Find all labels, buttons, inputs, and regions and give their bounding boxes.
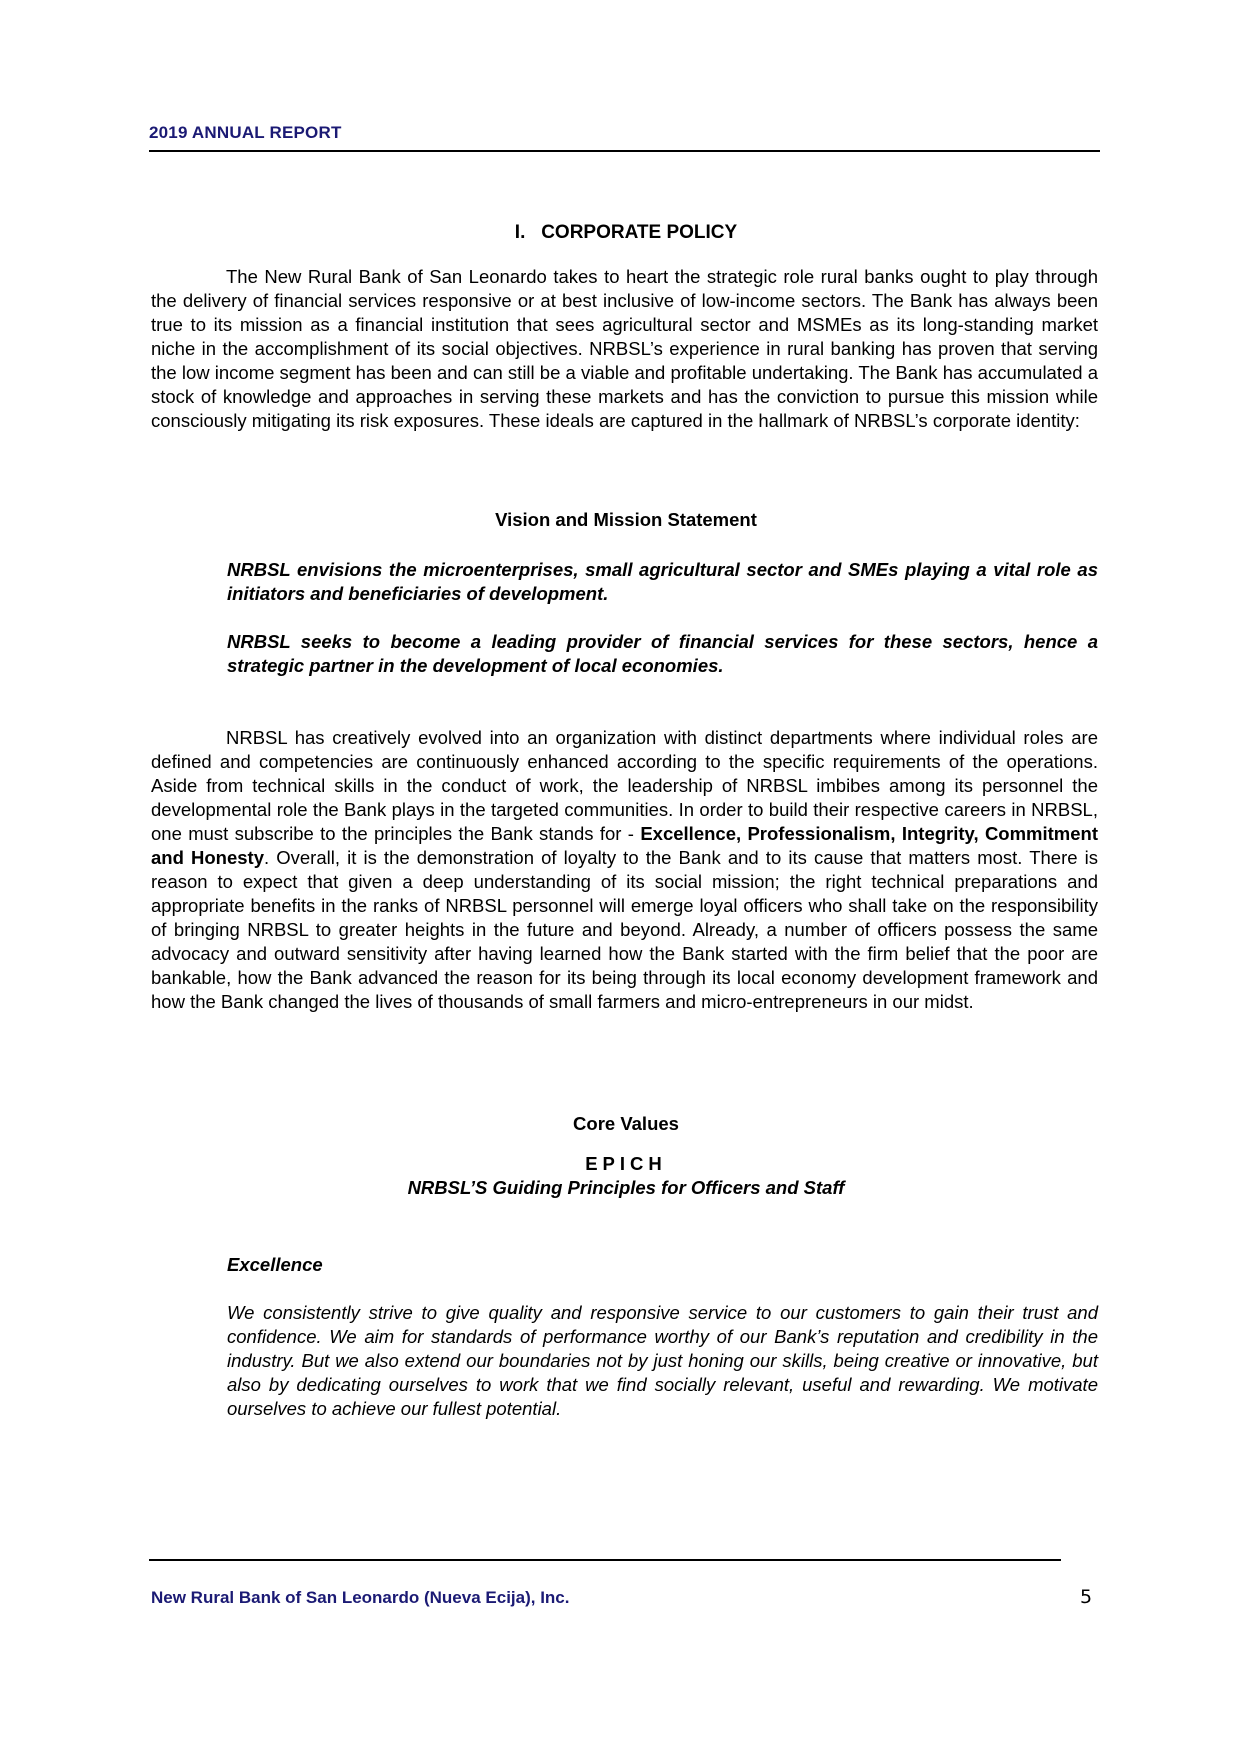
core-values-heading: Core Values [573, 1113, 679, 1134]
mission-statement: NRBSL seeks to become a leading provider of financial services for these sectors, hence a strategic partner in the development of local economies. [227, 631, 1098, 676]
core-values-acronym: EPICH [585, 1153, 667, 1174]
header-divider [149, 150, 1100, 152]
organization-paragraph [151, 726, 1098, 1014]
intro-paragraph [151, 265, 1098, 433]
vision-mission-heading: Vision and Mission Statement [495, 509, 757, 530]
organization-text-before: NRBSL has creatively evolved into an organization with distinct departments where individual roles are defined and competencies are continuously enhanced according to the specific requirements of the operations. Aside from technical skills in the conduct of work, the leadership of NRBSL imbibes among its personnel the developmental role the Bank plays in the targeted communities. In order to build their respective careers in NRBSL, one must subscribe to the principles the Bank stands for - [151, 727, 1098, 844]
footer-company-name: New Rural Bank of San Leonardo (Nueva Ecija), Inc. [151, 1588, 570, 1607]
page-number: 5 [1080, 1586, 1093, 1608]
core-value-title: Excellence [227, 1254, 323, 1275]
footer-divider [149, 1559, 1061, 1561]
core-value-text: We consistently strive to give quality and responsive service to our customers to gain their trust and confidence. We aim for standards of performance worthy of our Bank’s reputation and credibility in the industry. But we also extend our boundaries not by just honing our skills, being creative or innovative, but also by dedicating ourselves to work that we find socially relevant, useful and rewarding. We motivate ourselves to achieve our fullest potential. [227, 1302, 1098, 1419]
organization-text-after: . Overall, it is the demonstration of loyalty to the Bank and to its cause that matters most. There is reason to expect that given a deep understanding of its social mission; the right technical preparations and appropriate benefits in the ranks of NRBSL personnel will emerge loyal officers who shall take on the responsibility of bringing NRBSL to greater heights in the future and beyond. Already, a number of officers possess the same advocacy and outward sensitivity after having learned how the Bank started with the firm belief that the poor are bankable, how the Bank advanced the reason for its being through its local economy development framework and how the Bank changed the lives of thousands of small farmers and micro-entrepreneurs in our midst. [151, 847, 1098, 1012]
section-title: I. CORPORATE POLICY [514, 222, 738, 243]
core-values-subtitle: NRBSL’S Guiding Principles for Officers and Staff [407, 1177, 845, 1198]
organization-principles: Excellence, Professionalism, Integrity, Commitment and Honesty [151, 823, 1099, 868]
intro-text: The New Rural Bank of San Leonardo takes to heart the strategic role rural banks ought to play through the delivery of financial services responsive or at best inclusive of low-income sectors. The Bank has always been true to its mission as a financial institution that sees agricultural sector and MSMEs as its long-standing market niche in the accomplishment of its social objectives. NRBSL’s experience in rural banking has proven that serving the low income segment has been and can still be a viable and profitable undertaking. The Bank has accumulated a stock of knowledge and approaches in serving these markets and has the conviction to pursue this mission while consciously mitigating its risk exposures. These ideals are captured in the hallmark of NRBSL’s corporate identity: [151, 266, 1098, 431]
vision-statement: NRBSL envisions the microenterprises, small agricultural sector and SMEs playing a vital role as initiators and beneficiaries of development. [227, 559, 1098, 604]
report-header-title: 2019 ANNUAL REPORT [149, 123, 342, 142]
